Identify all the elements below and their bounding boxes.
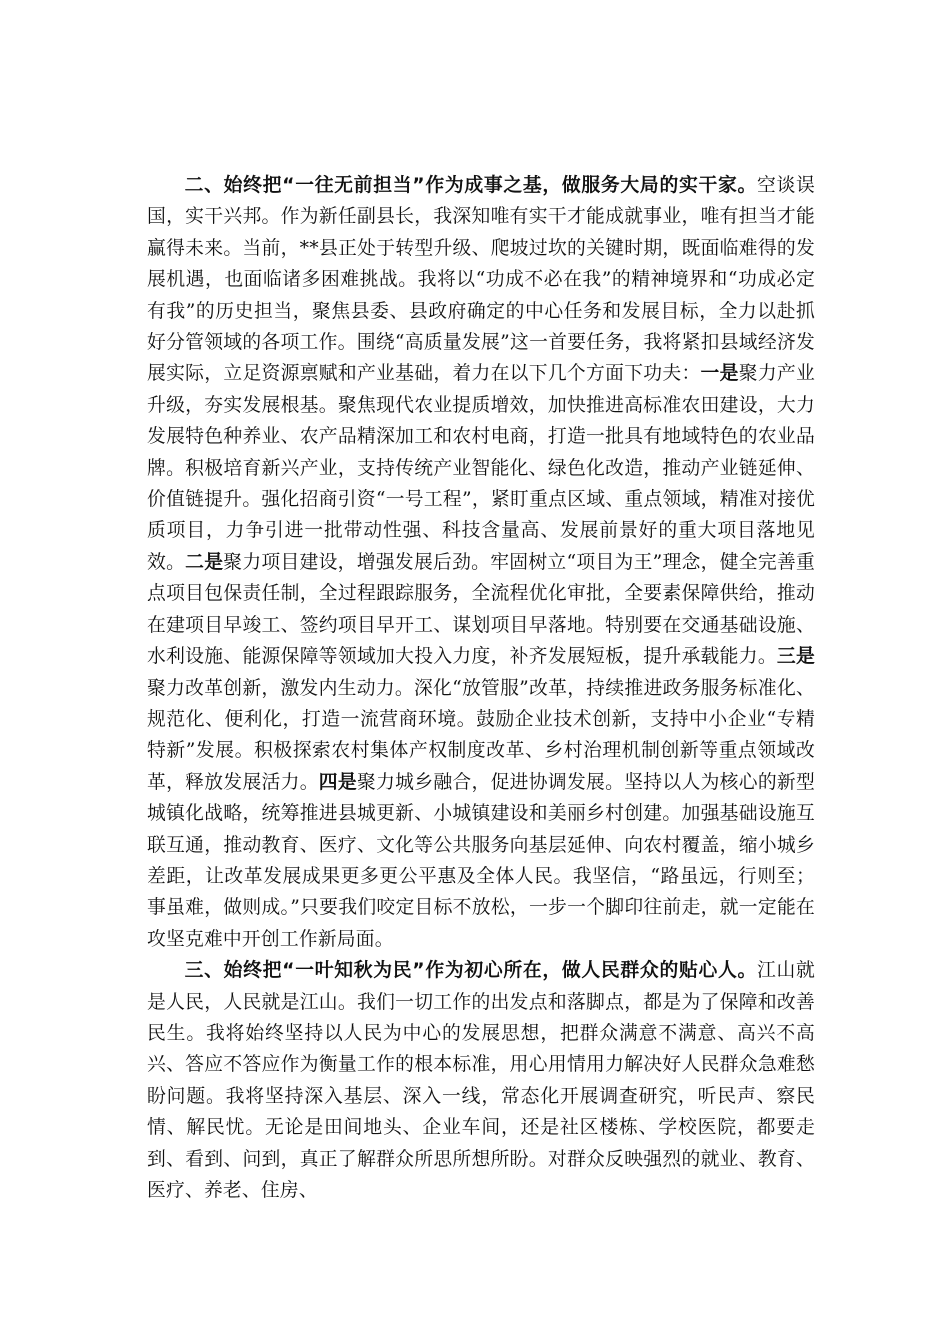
point-four-marker: 四是 (318, 771, 357, 793)
point-one-marker: 一是 (700, 363, 739, 385)
document-body (147, 170, 815, 1206)
section-two-heading: 二、始终把“一往无前担当”作为成事之基，做服务大局的实干家。 (184, 175, 757, 196)
paragraph-text: 聚力城乡融合，促进协调发展。坚持以人为核心的新型城镇化战略，统筹推进县城更新、小城镇建设和美丽乡村创建。加强基础设施互联互通，推动教育、医疗、文化等公共服务向基层延伸、向农村覆盖，缩小城乡差距，让改革发展成果更多更公平惠及全体人民。我坚信，“路虽远，行则至；事虽难，做则成。”只要我们咬定目标不放松，一步一个脚印往前走，就一定能在攻坚克难中开创工作新局面。 (147, 771, 815, 950)
point-three-marker: 三是 (776, 646, 815, 668)
paragraph-section-two (147, 170, 815, 955)
paragraph-text: 江山就是人民，人民就是江山。我们一切工作的出发点和落脚点，都是为了保障和改善民生。我将始终坚持以人民为中心的发展思想，把群众满意不满意、高兴不高兴、答应不答应作为衡量工作的根本标准，用心用情用力解决好人民群众急难愁盼问题。我将坚持深入基层、深入一线，常态化开展调查研究，听民声、察民情、解民忧。无论是田间地头、企业车间，还是社区楼栋、学校医院，都要走到、看到、问到，真正了解群众所思所想所盼。对群众反映强烈的就业、教育、医疗、养老、住房、 (147, 960, 815, 1201)
paragraph-text: 聚力改革创新，激发内生动力。深化“放管服”改革，持续推进政务服务标准化、规范化、便利化，打造一流营商环境。鼓励企业技术创新，支持中小企业“专精特新”发展。积极探索农村集体产权制度改革、乡村治理机制创新等重点领域改革，释放发展活力。 (147, 677, 815, 793)
paragraph-text: 空谈误国，实干兴邦。作为新任副县长，我深知唯有实干才能成就事业，唯有担当才能赢得未来。当前，**县正处于转型升级、爬坡过坎的关键时期，既面临难得的发展机遇，也面临诸多困难挑战。我将以“功成不必在我”的精神境界和“功成必定有我”的历史担当，聚焦县委、县政府确定的中心任务和发展目标，全力以赴抓好分管领域的各项工作。围绕“高质量发展”这一首要任务，我将紧扣县域经济发展实际，立足资源禀赋和产业基础，着力在以下几个方面下功夫： (147, 175, 815, 385)
paragraph-text: 聚力产业升级，夯实发展根基。聚焦现代农业提质增效，加快推进高标准农田建设，大力发展特色种养业、农产品精深加工和农村电商，打造一批具有地域特色的农业品牌。积极培育新兴产业，支持传统产业智能化、绿色化改造，推动产业链延伸、价值链提升。强化招商引资“一号工程”，紧盯重点区域、重点领域，精准对接优质项目，力争引进一批带动性强、科技含量高、发展前景好的重大项目落地见效。 (147, 363, 815, 573)
paragraph-section-three (147, 955, 815, 1206)
section-three-heading: 三、始终把“一叶知秋为民”作为初心所在，做人民群众的贴心人。 (184, 960, 757, 982)
point-two-marker: 二是 (185, 551, 224, 573)
paragraph-text: 聚力项目建设，增强发展后劲。牢固树立“项目为王”理念，健全完善重点项目包保责任制，全过程跟踪服务，全流程优化审批，全要素保障供给，推动在建项目早竣工、签约项目早开工、谋划项目早落地。特别要在交通基础设施、水利设施、能源保障等领域加大投入力度，补齐发展短板，提升承载能力。 (147, 551, 815, 668)
